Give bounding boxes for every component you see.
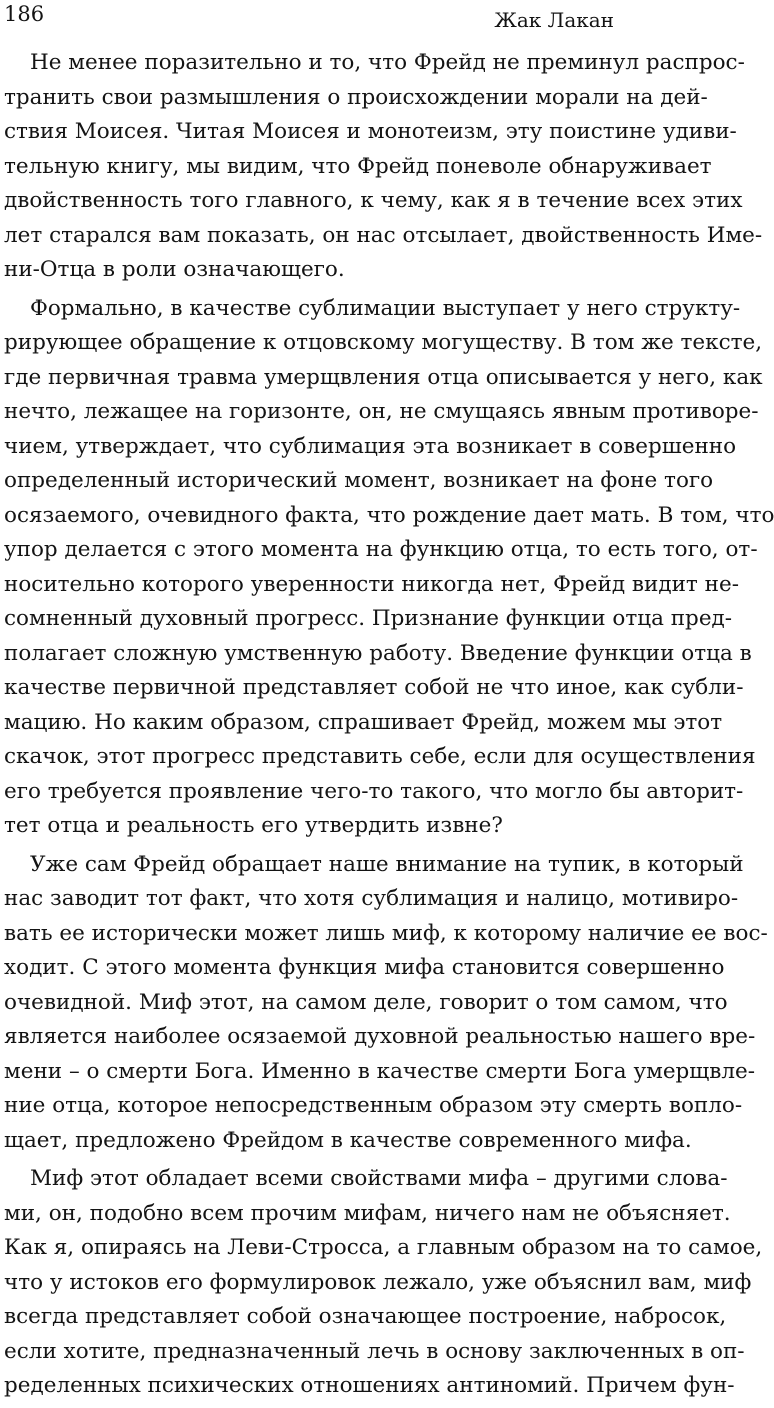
text-line: ствия Моисея. Читая Моисея и монотеизм, эту поистине удиви-	[4, 119, 737, 144]
text-line: скачок, этот прогресс представить себе, если для осуществления	[4, 744, 756, 769]
text-line: очевидной. Миф этот, на самом деле, говорит о том самом, что	[4, 989, 728, 1015]
text-line: если хотите, предназначенный лечь в основу заключенных в оп-	[4, 1338, 745, 1364]
text-line: ние отца, которое непосредственным образом эту смерть вопло-	[4, 1093, 743, 1118]
text-line: Формально, в качестве сублимации выступает у него структу-	[30, 295, 741, 321]
text-line: тет отца и реальность его утвердить извне?	[4, 813, 503, 838]
text-line: сомненный духовный прогресс. Признание функции отца пред-	[4, 606, 733, 631]
text-line: вать ее исторически может лишь миф, к которому наличие ее вос-	[4, 920, 768, 946]
text-line: тельную книгу, мы видим, что Фрейд поневоле обнаруживает	[4, 153, 712, 179]
page-number: 186	[4, 2, 45, 26]
running-head: Жак Лакан	[494, 8, 614, 32]
text-line: полагает сложную умственную работу. Введение функции отца в	[4, 640, 752, 666]
text-line: упор делается с этого момента на функцию отца, то есть того, от-	[4, 537, 758, 562]
text-line: является наиболее осязаемой духовной реальностью нашего вре-	[4, 1024, 756, 1049]
text-line: лет старался вам показать, он нас отсылает, двойственность Име-	[4, 222, 763, 248]
text-line: где первичная травма умерщвления отца описывается у него, как	[4, 364, 763, 390]
text-line: ни-Отца в роли означающего.	[4, 257, 345, 282]
text-line: транить свои размышления о происхождении морали на дей-	[4, 84, 708, 110]
text-line: рирующее обращение к отцовскому могуществу. В том же тексте,	[4, 330, 763, 355]
text-line: осязаемого, очевидного факта, что рождение дает мать. В том, что	[4, 502, 774, 528]
text-line: Как я, опираясь на Леви-Стросса, а главным образом на то самое,	[4, 1235, 763, 1260]
text-line: мени – о смерти Бога. Именно в качестве смерти Бога умерщвле-	[4, 1058, 756, 1084]
text-line: ходит. С этого момента функция мифа становится совершенно	[4, 955, 725, 980]
text-line: Миф этот обладает всеми свойствами мифа – другими слова-	[30, 1166, 728, 1191]
text-line: качестве первичной представляет собой не что иное, как субли-	[4, 675, 744, 700]
paragraph	[0, 848, 768, 1159]
text-line: ми, он, подобно всем прочим мифам, ничего нам не объясняет.	[4, 1200, 731, 1226]
text-line: нечто, лежащее на горизонте, он, не смущаясь явным противоре-	[4, 399, 759, 424]
text-line: щает, предложено Фрейдом в качестве современного мифа.	[4, 1127, 692, 1153]
page-body	[0, 46, 774, 1408]
text-line: ределенных психических отношениях антиномий. Причем фун-	[4, 1373, 735, 1398]
text-line: определенный исторический момент, возникает на фоне того	[4, 468, 714, 493]
text-line: носительно которого уверенности никогда нет, Фрейд видит не-	[4, 571, 739, 597]
text-line: что у истоков его формулировок лежало, уже объяснил вам, миф	[4, 1269, 752, 1295]
text-line: всегда представляет собой означающее построение, набросок,	[4, 1304, 727, 1329]
paragraph	[0, 1162, 763, 1404]
paragraph	[0, 46, 763, 288]
text-line: чием, утверждает, что сублимация эта возникает в совершенно	[4, 433, 737, 459]
paragraph	[0, 292, 774, 844]
text-line: мацию. Но каким образом, спрашивает Фрейд, можем мы этот	[4, 709, 723, 735]
text-line: двойственность того главного, к чему, как я в течение всех этих	[4, 188, 743, 213]
text-line: Не менее поразительно и то, что Фрейд не преминул распрос-	[30, 50, 745, 75]
text-line: его требуется проявление чего-то такого, что могло бы авторит-	[4, 778, 744, 804]
text-line: Уже сам Фрейд обращает наше внимание на тупик, в который	[30, 851, 744, 877]
text-line: нас заводит тот факт, что хотя сублимация и налицо, мотивиро-	[4, 886, 739, 911]
